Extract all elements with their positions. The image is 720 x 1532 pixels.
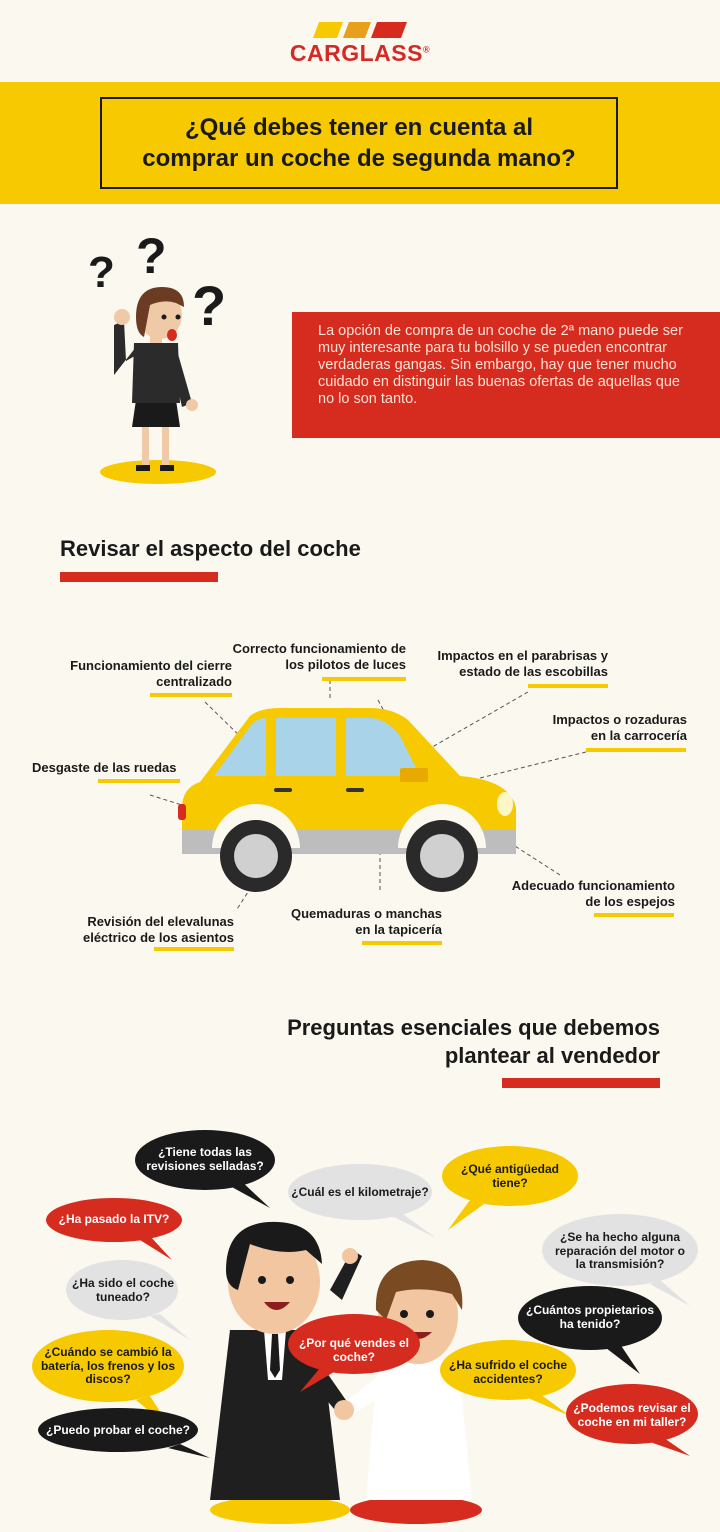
intro-box: [292, 312, 720, 438]
section-title-preguntas: Preguntas esenciales que debemos plantear al vendedor: [287, 1015, 660, 1068]
callout-espejos: Adecuado funcionamiento de los espejos: [511, 878, 675, 909]
callout-underline: [586, 748, 686, 752]
bubble-propietarios: ¿Cuántos propietarios ha tenido?: [525, 1303, 654, 1331]
callout-underline: [322, 677, 406, 681]
bubble-reparacion: ¿Se ha hecho alguna reparación del motor o la transmisión?: [554, 1230, 686, 1271]
bubble-bateria: ¿Cuándo se cambió la batería, los frenos y los discos?: [40, 1345, 176, 1386]
hero-title-box: [100, 97, 618, 189]
section-divider: [502, 1078, 660, 1088]
bubble-taller: ¿Podemos revisar el coche en mi taller?: [573, 1401, 691, 1429]
callout-elevalunas: Revisión del elevalunas eléctrico de los asientos: [82, 914, 234, 945]
callout-underline: [98, 779, 180, 783]
question-mark-icon: ?: [136, 228, 167, 284]
question-mark-icon: ?: [88, 248, 115, 297]
callout-tapiceria: Quemaduras o manchas en la tapicería: [291, 906, 442, 937]
bubble-revisiones: ¿Tiene todas las revisiones selladas?: [146, 1145, 264, 1173]
bubble-itv: ¿Ha pasado la ITV?: [58, 1212, 170, 1226]
callout-cierre: Funcionamiento del cierre centralizado: [70, 658, 232, 689]
section-title-aspect: Revisar el aspecto del coche: [60, 536, 361, 561]
page-title: ¿Qué debes tener en cuenta al comprar un coche de segunda mano?: [142, 114, 576, 172]
bubble-probar: ¿Puedo probar el coche?: [45, 1423, 191, 1437]
callout-carroceria: Impactos o rozaduras en la carrocería: [552, 712, 687, 743]
callout-underline: [154, 947, 234, 951]
intro-text: La opción de compra de un coche de 2ª mano puede ser muy interesante para tu bolsillo y se pueden encontrar verdaderas gangas. Sin embargo, hay que tener mucho cuidado en distinguir las buenas ofertas de aquellas que no lo son tanto.: [318, 323, 683, 407]
callout-pilotos: Correcto funcionamiento de los pilotos de luces: [232, 641, 406, 672]
bubble-kilometraje: ¿Cuál es el kilometraje?: [291, 1185, 429, 1199]
brand-name: CARGLASS: [289, 40, 423, 66]
callout-parabrisas: Impactos en el parabrisas y estado de las escobillas: [437, 648, 608, 679]
callout-underline: [528, 684, 608, 688]
callout-underline: [150, 693, 232, 697]
question-mark-icon: ?: [192, 274, 227, 337]
callout-underline: [594, 913, 674, 917]
bubble-vendes: ¿Por qué vendes el coche?: [298, 1336, 410, 1364]
logo-stripes-icon: [313, 22, 407, 38]
section-divider: [60, 572, 218, 582]
confused-woman-illustration: [80, 225, 260, 485]
registered-mark: ®: [422, 44, 431, 55]
bubble-tuneado: ¿Ha sido el coche tuneado?: [71, 1276, 175, 1304]
brand-logo: [0, 40, 720, 67]
bubble-antiguedad: ¿Qué antigüedad tiene?: [460, 1162, 559, 1190]
callout-ruedas: Desgaste de las ruedas: [32, 760, 177, 775]
callout-underline: [362, 941, 442, 945]
bubble-accidentes: ¿Ha sufrido el coche accidentes?: [448, 1358, 568, 1386]
